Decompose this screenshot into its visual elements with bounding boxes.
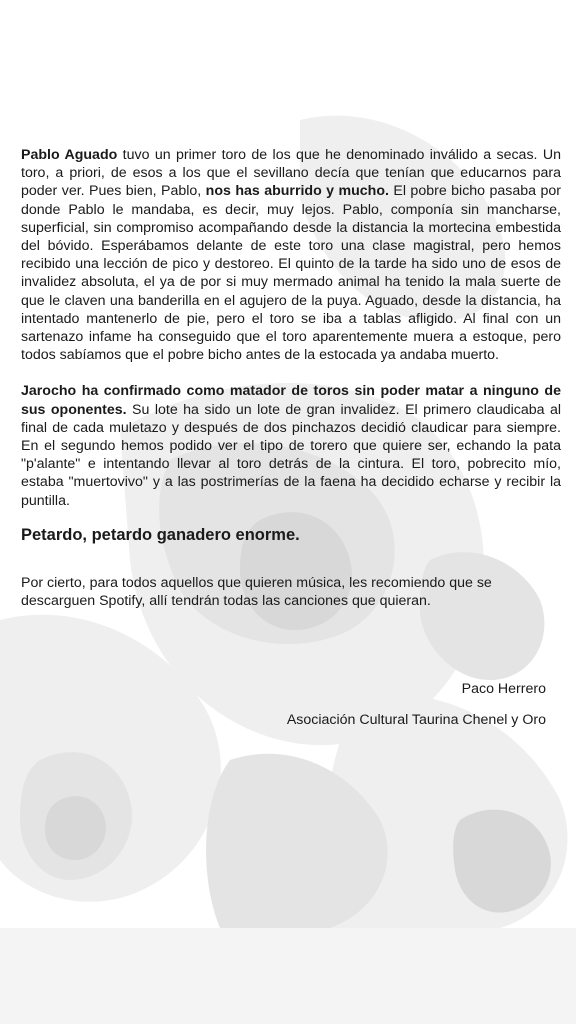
headline-petardo: Petardo, petardo ganadero enorme.	[21, 525, 300, 544]
bold-lead: Jarocho ha confirmado como matador de toros sin poder matar a ninguno de sus oponentes.	[21, 383, 561, 418]
paragraph-text: Su lote ha sido un lote de gran invalidez. El primero claudicaba al final de cada muletazo y después de dos pinchazos decidió claudicar para siempre. En el segundo hemos podido ver el tipo de torero que quiere ser, echando la pata "p'alante" e intentando llevar al toro detrás de la cintura. El toro, pobrecito mío, estaba "muertovivo" y a las postrimerías de la faena ha decidido echarse y recibir la puntilla.	[21, 401, 562, 509]
paragraph-pablo-aguado	[21, 146, 561, 364]
paragraph-text: El pobre bicho pasaba por donde Pablo le mandaba, es decir, muy lejos. Pablo, componía sin mancharse, superficial, sin compromiso acompañando desde la distancia la mortecina embestida del bóvido. Esperábamos delante de este toro una clase magistral, pero hemos recibido una lección de pico y destoreo. El quinto de la tarde ha sido uno de esos de invalidez absoluta, el ya de por si muy mermado animal ha tenido la mala suerte de que le claven una banderilla en el agujero de la puya. Aguado, desde la distancia, ha intentado mantenerlo de pie, pero el toro se iba a tablas afligido. Al final con un sartenazo infame ha conseguido que el toro aparentemente muera a estoque, pero todos sabíamos que el pobre bicho antes de la estocada ya andaba muerto.	[21, 183, 561, 364]
bottom-blank-area	[0, 928, 576, 1024]
article-body	[21, 146, 561, 610]
signature-organization: Asociación Cultural Taurina Chenel y Oro	[286, 712, 546, 728]
signature-author: Paco Herrero	[461, 681, 546, 697]
bold-phrase: nos has aburrido y mucho.	[205, 183, 389, 200]
paragraph-text: tuvo un primer toro de los que he denominado inválido a secas. Un toro, a priori, de esos a los que el sevillano decía que tenían que educarnos para poder ver. Pues bien, Pablo,	[21, 147, 561, 200]
bold-name: Pablo Aguado	[21, 147, 118, 163]
paragraph-jarocho	[21, 382, 561, 509]
paragraph-spotify: Por cierto, para todos aquellos que quieren música, les recomiendo que se descarguen Spotify, allí tendrán todas las canciones que quieran.	[21, 574, 492, 610]
